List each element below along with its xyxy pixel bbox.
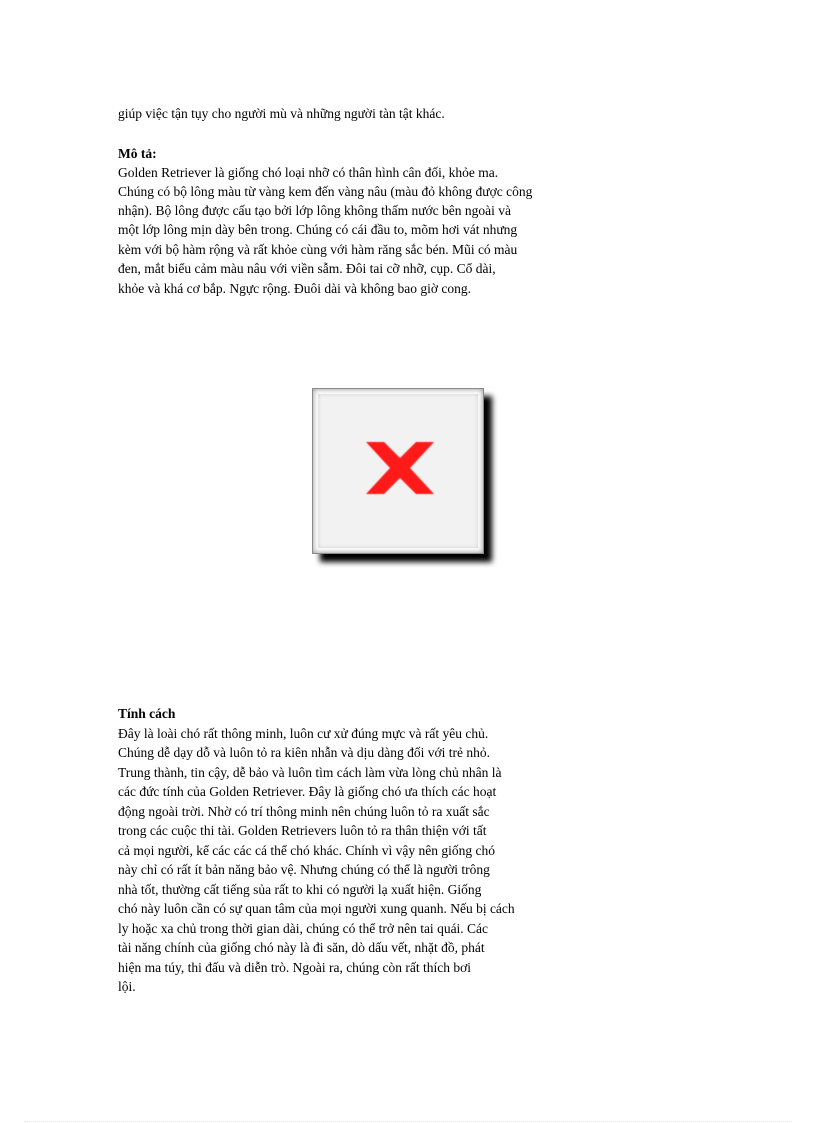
temperament-line: này chỉ có rất ít bản năng bảo vệ. Nhưng chúng có thể là người trông xyxy=(118,862,490,877)
temperament-line: Chúng dễ dạy dỗ và luôn tỏ ra kiên nhẫn và dịu dàng đối với trẻ nhỏ. xyxy=(118,745,490,760)
description-line: Golden Retriever là giống chó loại nhỡ có thân hình cân đối, khỏe ma. xyxy=(118,165,499,180)
temperament-line: lội. xyxy=(118,979,136,994)
temperament-line: nhà tốt, thường cất tiếng sủa rất to khi có người lạ xuất hiện. Giống xyxy=(118,882,482,897)
temperament-line: tài năng chính của giống chó này là đi săn, dò dấu vết, nhặt đồ, phát xyxy=(118,940,485,955)
description-line: đen, mắt biểu cảm màu nâu với viền sẫm. Đôi tai cỡ nhỡ, cụp. Cổ dài, xyxy=(118,261,496,276)
temperament-line: Đây là loài chó rất thông minh, luôn cư xử đúng mực và rất yêu chủ. xyxy=(118,726,489,741)
intro-line: giúp việc tận tụy cho người mù và những người tàn tật khác. xyxy=(118,106,445,121)
description-line: kèm với bộ hàm rộng và rất khỏe cùng với hàm răng sắc bén. Mũi có màu xyxy=(118,242,518,257)
temperament-line: các đức tính của Golden Retriever. Đây là giống chó ưa thích các hoạt xyxy=(118,784,497,799)
temperament-line: Trung thành, tin cậy, dễ bảo và luôn tìm cách làm vừa lòng chủ nhân là xyxy=(118,765,502,780)
description-line: khỏe và khá cơ bắp. Ngực rộng. Đuôi dài và không bao giờ cong. xyxy=(118,281,472,296)
temperament-line: chó này luôn cần có sự quan tâm của mọi người xung quanh. Nếu bị cách xyxy=(118,901,515,916)
description-line: một lớp lông mịn dày bên trong. Chúng có cái đầu to, mõm hơi vát nhưng xyxy=(118,222,518,237)
temperament-line: cả mọi người, kể các các cá thể chó khác. Chính vì vậy nên giống chó xyxy=(118,843,495,858)
temperament-line: hiện ma túy, thi đấu và diễn trò. Ngoài ra, chúng còn rất thích bơi xyxy=(118,960,472,975)
broken-image-placeholder xyxy=(312,388,494,564)
temperament-line: ly hoặc xa chủ trong thời gian dài, chúng có thể trở nên tai quái. Các xyxy=(118,921,489,936)
description-line: nhận). Bộ lông được cấu tạo bởi lớp lông không thấm nước bên ngoài và xyxy=(118,203,511,218)
page-bottom-rule xyxy=(24,1121,792,1122)
temperament-line: động ngoài trời. Nhờ có trí thông minh nên chúng luôn tỏ ra xuất sắc xyxy=(118,804,490,819)
description-heading: Mô tả: xyxy=(118,146,157,161)
description-line: Chúng có bộ lông màu từ vàng kem đến vàng nâu (màu đỏ không được công xyxy=(118,184,533,199)
broken-image-icon xyxy=(360,438,440,498)
temperament-heading: Tính cách xyxy=(118,706,176,721)
temperament-line: trong các cuộc thi tài. Golden Retrievers luôn tỏ ra thân thiện với tất xyxy=(118,823,487,838)
